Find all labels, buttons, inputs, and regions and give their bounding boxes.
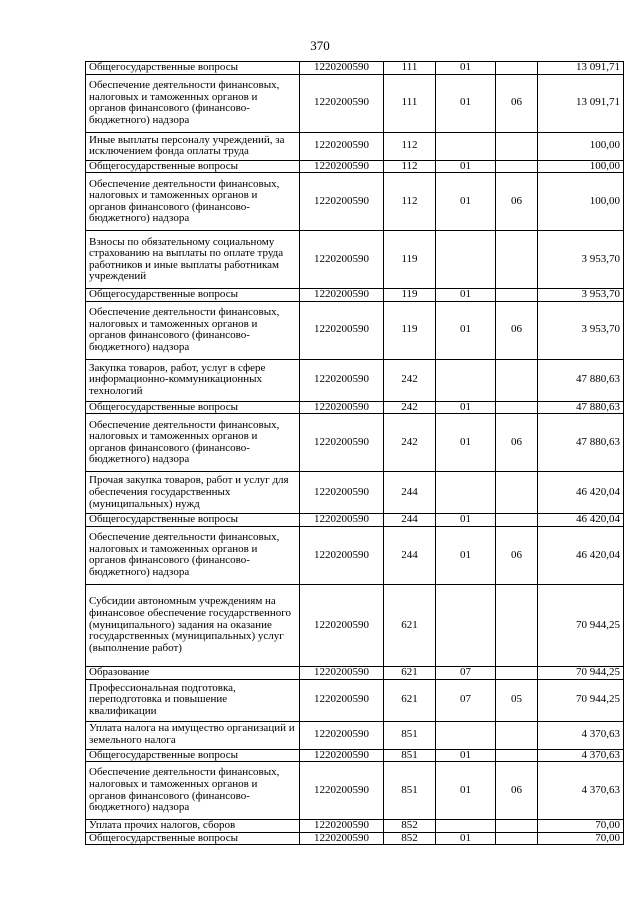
row-rz: 01 bbox=[436, 160, 496, 173]
row-sum: 13 091,71 bbox=[538, 74, 624, 132]
row-name: Обеспечение деятельности финансовых, налоговых и таможенных органов и органов финансового (финансово-бюджетного) надзора bbox=[86, 526, 300, 584]
row-sum: 47 880,63 bbox=[538, 401, 624, 414]
row-rz: 01 bbox=[436, 514, 496, 527]
row-sum: 70 944,25 bbox=[538, 666, 624, 679]
row-pr bbox=[496, 749, 538, 762]
row-name: Общегосударственные вопросы bbox=[86, 749, 300, 762]
row-csr: 1220200590 bbox=[300, 231, 384, 289]
row-csr: 1220200590 bbox=[300, 74, 384, 132]
row-sum: 70 944,25 bbox=[538, 584, 624, 666]
row-sum: 3 953,70 bbox=[538, 301, 624, 359]
row-sum: 100,00 bbox=[538, 132, 624, 160]
row-sum: 3 953,70 bbox=[538, 289, 624, 302]
row-csr: 1220200590 bbox=[300, 762, 384, 820]
row-csr: 1220200590 bbox=[300, 301, 384, 359]
row-pr bbox=[496, 359, 538, 401]
row-csr: 1220200590 bbox=[300, 721, 384, 749]
row-vr: 244 bbox=[384, 526, 436, 584]
row-name: Обеспечение деятельности финансовых, налоговых и таможенных органов и органов финансового (финансово-бюджетного) надзора bbox=[86, 74, 300, 132]
table-row bbox=[86, 472, 624, 514]
row-rz: 01 bbox=[436, 301, 496, 359]
row-name: Общегосударственные вопросы bbox=[86, 401, 300, 414]
row-name: Общегосударственные вопросы bbox=[86, 289, 300, 302]
row-sum: 46 420,04 bbox=[538, 472, 624, 514]
row-vr: 852 bbox=[384, 832, 436, 845]
row-name: Субсидии автономным учреждениям на финансовое обеспечение государственного (муниципального) задания на оказание государственных (муниципальных) услуг (выполнение работ) bbox=[86, 584, 300, 666]
row-pr bbox=[496, 666, 538, 679]
row-name: Обеспечение деятельности финансовых, налоговых и таможенных органов и органов финансового (финансово-бюджетного) надзора bbox=[86, 301, 300, 359]
table-row bbox=[86, 721, 624, 749]
row-rz bbox=[436, 359, 496, 401]
row-csr: 1220200590 bbox=[300, 749, 384, 762]
row-name: Образование bbox=[86, 666, 300, 679]
row-pr bbox=[496, 62, 538, 75]
row-pr bbox=[496, 514, 538, 527]
table-row bbox=[86, 173, 624, 231]
row-vr: 242 bbox=[384, 359, 436, 401]
row-sum: 3 953,70 bbox=[538, 231, 624, 289]
row-name: Общегосударственные вопросы bbox=[86, 160, 300, 173]
row-csr: 1220200590 bbox=[300, 414, 384, 472]
row-rz: 01 bbox=[436, 749, 496, 762]
table-row bbox=[86, 160, 624, 173]
row-vr: 851 bbox=[384, 762, 436, 820]
row-sum: 4 370,63 bbox=[538, 762, 624, 820]
row-name: Обеспечение деятельности финансовых, налоговых и таможенных органов и органов финансового (финансово-бюджетного) надзора bbox=[86, 414, 300, 472]
row-csr: 1220200590 bbox=[300, 401, 384, 414]
row-csr: 1220200590 bbox=[300, 472, 384, 514]
table-row bbox=[86, 514, 624, 527]
row-pr: 06 bbox=[496, 762, 538, 820]
row-vr: 621 bbox=[384, 666, 436, 679]
table-row bbox=[86, 289, 624, 302]
table-row bbox=[86, 74, 624, 132]
table-row bbox=[86, 414, 624, 472]
row-rz: 01 bbox=[436, 289, 496, 302]
row-name: Прочая закупка товаров, работ и услуг для обеспечения государственных (муниципальных) нужд bbox=[86, 472, 300, 514]
row-name: Профессиональная подготовка, переподготовка и повышение квалификации bbox=[86, 679, 300, 721]
row-csr: 1220200590 bbox=[300, 173, 384, 231]
row-pr bbox=[496, 401, 538, 414]
table-row bbox=[86, 584, 624, 666]
table-row bbox=[86, 359, 624, 401]
row-vr: 852 bbox=[384, 820, 436, 833]
row-sum: 46 420,04 bbox=[538, 526, 624, 584]
table-body bbox=[86, 62, 624, 845]
row-csr: 1220200590 bbox=[300, 832, 384, 845]
row-rz: 07 bbox=[436, 666, 496, 679]
row-pr bbox=[496, 721, 538, 749]
row-vr: 112 bbox=[384, 160, 436, 173]
row-vr: 244 bbox=[384, 472, 436, 514]
table-row bbox=[86, 820, 624, 833]
row-vr: 242 bbox=[384, 414, 436, 472]
budget-table bbox=[85, 61, 624, 845]
row-pr: 05 bbox=[496, 679, 538, 721]
row-rz: 07 bbox=[436, 679, 496, 721]
row-sum: 4 370,63 bbox=[538, 749, 624, 762]
row-rz bbox=[436, 231, 496, 289]
row-sum: 70 944,25 bbox=[538, 679, 624, 721]
row-name: Взносы по обязательному социальному страхованию на выплаты по оплате труда работников и иные выплаты работникам учреждений bbox=[86, 231, 300, 289]
row-pr bbox=[496, 472, 538, 514]
row-sum: 13 091,71 bbox=[538, 62, 624, 75]
row-pr bbox=[496, 160, 538, 173]
row-vr: 621 bbox=[384, 679, 436, 721]
table-row bbox=[86, 832, 624, 845]
table-row bbox=[86, 132, 624, 160]
row-rz bbox=[436, 820, 496, 833]
row-pr bbox=[496, 289, 538, 302]
row-pr: 06 bbox=[496, 173, 538, 231]
row-name: Обеспечение деятельности финансовых, налоговых и таможенных органов и органов финансового (финансово-бюджетного) надзора bbox=[86, 173, 300, 231]
table-row bbox=[86, 762, 624, 820]
table-row bbox=[86, 666, 624, 679]
row-rz: 01 bbox=[436, 526, 496, 584]
table-row bbox=[86, 749, 624, 762]
row-csr: 1220200590 bbox=[300, 160, 384, 173]
row-csr: 1220200590 bbox=[300, 526, 384, 584]
row-pr bbox=[496, 231, 538, 289]
row-vr: 621 bbox=[384, 584, 436, 666]
row-pr: 06 bbox=[496, 526, 538, 584]
row-csr: 1220200590 bbox=[300, 132, 384, 160]
page-number: 370 bbox=[310, 38, 330, 53]
row-vr: 111 bbox=[384, 74, 436, 132]
table-row bbox=[86, 231, 624, 289]
row-name: Уплата прочих налогов, сборов bbox=[86, 820, 300, 833]
row-rz: 01 bbox=[436, 762, 496, 820]
row-pr: 06 bbox=[496, 74, 538, 132]
row-pr bbox=[496, 832, 538, 845]
row-pr bbox=[496, 820, 538, 833]
row-sum: 100,00 bbox=[538, 160, 624, 173]
row-csr: 1220200590 bbox=[300, 666, 384, 679]
row-vr: 242 bbox=[384, 401, 436, 414]
row-name: Общегосударственные вопросы bbox=[86, 514, 300, 527]
row-name: Уплата налога на имущество организаций и земельного налога bbox=[86, 721, 300, 749]
row-sum: 46 420,04 bbox=[538, 514, 624, 527]
row-csr: 1220200590 bbox=[300, 514, 384, 527]
row-name: Иные выплаты персоналу учреждений, за исключением фонда оплаты труда bbox=[86, 132, 300, 160]
row-vr: 851 bbox=[384, 749, 436, 762]
row-csr: 1220200590 bbox=[300, 62, 384, 75]
row-vr: 119 bbox=[384, 301, 436, 359]
row-name: Закупка товаров, работ, услуг в сфере информационно-коммуникационных технологий bbox=[86, 359, 300, 401]
row-rz: 01 bbox=[436, 401, 496, 414]
table-row bbox=[86, 679, 624, 721]
row-vr: 112 bbox=[384, 173, 436, 231]
row-pr bbox=[496, 132, 538, 160]
row-csr: 1220200590 bbox=[300, 584, 384, 666]
row-pr bbox=[496, 584, 538, 666]
row-rz: 01 bbox=[436, 414, 496, 472]
table-row bbox=[86, 401, 624, 414]
row-name: Обеспечение деятельности финансовых, налоговых и таможенных органов и органов финансового (финансово-бюджетного) надзора bbox=[86, 762, 300, 820]
row-rz bbox=[436, 584, 496, 666]
row-vr: 111 bbox=[384, 62, 436, 75]
row-sum: 70,00 bbox=[538, 832, 624, 845]
row-rz: 01 bbox=[436, 173, 496, 231]
row-sum: 47 880,63 bbox=[538, 414, 624, 472]
row-vr: 119 bbox=[384, 231, 436, 289]
row-rz: 01 bbox=[436, 74, 496, 132]
row-sum: 47 880,63 bbox=[538, 359, 624, 401]
row-rz: 01 bbox=[436, 62, 496, 75]
row-rz bbox=[436, 132, 496, 160]
row-csr: 1220200590 bbox=[300, 679, 384, 721]
row-sum: 100,00 bbox=[538, 173, 624, 231]
row-csr: 1220200590 bbox=[300, 820, 384, 833]
row-pr: 06 bbox=[496, 414, 538, 472]
row-rz bbox=[436, 472, 496, 514]
row-rz: 01 bbox=[436, 832, 496, 845]
row-vr: 244 bbox=[384, 514, 436, 527]
row-name: Общегосударственные вопросы bbox=[86, 62, 300, 75]
table-row bbox=[86, 301, 624, 359]
row-csr: 1220200590 bbox=[300, 359, 384, 401]
row-vr: 112 bbox=[384, 132, 436, 160]
table-row bbox=[86, 62, 624, 75]
row-sum: 70,00 bbox=[538, 820, 624, 833]
row-name: Общегосударственные вопросы bbox=[86, 832, 300, 845]
row-pr: 06 bbox=[496, 301, 538, 359]
row-csr: 1220200590 bbox=[300, 289, 384, 302]
table-row bbox=[86, 526, 624, 584]
row-vr: 119 bbox=[384, 289, 436, 302]
row-sum: 4 370,63 bbox=[538, 721, 624, 749]
row-vr: 851 bbox=[384, 721, 436, 749]
row-rz bbox=[436, 721, 496, 749]
